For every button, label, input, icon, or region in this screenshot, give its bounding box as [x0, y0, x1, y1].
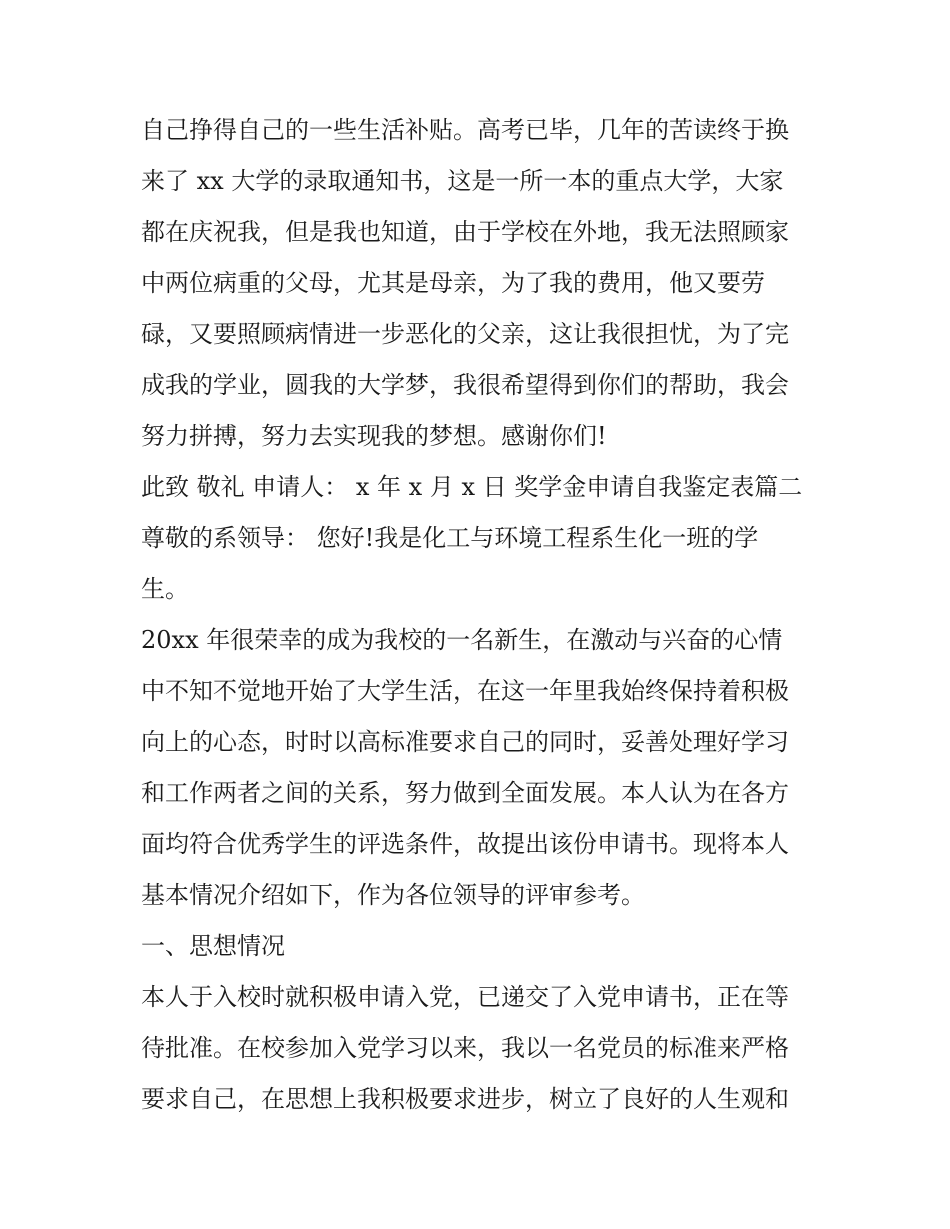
text-line: 自己挣得自己的一些生活补贴。高考已毕，几年的苦读终于换: [141, 116, 789, 144]
text-line: 向上的心态，时时以高标准要求自己的同时，妥善处理好学习: [141, 728, 789, 756]
text-line: 基本情况介绍如下，作为各位领导的评审参考。: [141, 881, 645, 909]
text-line: 碌，又要照顾病情进一步恶化的父亲，这让我很担忧，为了完: [141, 320, 789, 348]
text-line: 20xx 年很荣幸的成为我校的一名新生，在激动与兴奋的心情: [141, 626, 783, 654]
text-line: 面均符合优秀学生的评选条件，故提出该份申请书。现将本人: [141, 830, 789, 858]
text-line: 尊敬的系领导： 您好!我是化工与环境工程系生化一班的学: [141, 524, 759, 552]
text-line: 本人于入校时就积极申请入党，已递交了入党申请书，正在等: [141, 983, 789, 1011]
document-body: [141, 110, 821, 1130]
text-line: 此致 敬礼 申请人： x 年 x 月 x 日 奖学金申请自我鉴定表篇二: [141, 473, 803, 501]
text-line: 和工作两者之间的关系，努力做到全面发展。本人认为在各方: [141, 779, 789, 807]
text-line: 中两位病重的父母，尤其是母亲，为了我的费用，他又要劳: [141, 269, 765, 297]
text-line: 待批准。在校参加入党学习以来，我以一名党员的标准来严格: [141, 1034, 789, 1062]
text-line: 成我的学业，圆我的大学梦，我很希望得到你们的帮助，我会: [141, 371, 789, 399]
text-line: 要求自己，在思想上我积极要求进步，树立了良好的人生观和: [141, 1085, 789, 1113]
text-line: 努力拼搏，努力去实现我的梦想。感谢你们!: [141, 422, 607, 450]
text-line: 都在庆祝我，但是我也知道，由于学校在外地，我无法照顾家: [141, 218, 789, 246]
section-heading: 一、思想情况: [141, 932, 285, 960]
text-line: 生。: [141, 575, 189, 603]
text-line: 来了 xx 大学的录取通知书，这是一所一本的重点大学，大家: [141, 167, 784, 195]
text-line: 中不知不觉地开始了大学生活，在这一年里我始终保持着积极: [141, 677, 789, 705]
